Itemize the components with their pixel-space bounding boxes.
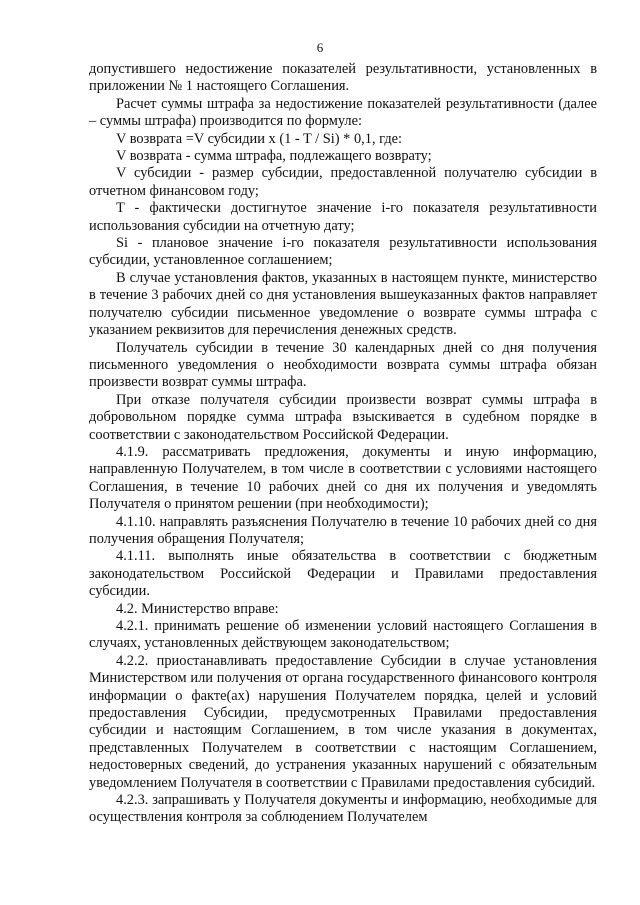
page-number: 6 bbox=[316, 40, 324, 55]
paragraph-fine-calculation: Расчет суммы штрафа за недостижение показателей результативности (далее – суммы штрафа) производится по формуле: bbox=[89, 95, 597, 130]
clause-4-1-11: 4.1.11. выполнять иные обязательства в соответствии с бюджетным законодательством Российской Федерации и Правилами предоставления субсидии. bbox=[89, 548, 597, 600]
document-body bbox=[89, 61, 597, 827]
paragraph-continuation: допустившего недостижение показателей результативности, установленных в приложении № 1 настоящего Соглашения. bbox=[89, 61, 597, 95]
paragraph-formula: V возврата =V субсидии x (1 - T / Si) * 0,1, где: bbox=[116, 130, 403, 147]
paragraph-def-v-return: V возврата - сумма штрафа, подлежащего возврату; bbox=[116, 148, 432, 165]
paragraph-facts-established: В случае установления фактов, указанных в настоящем пункте, министерство в течение 3 рабочих дней со дня установления вышеуказанных фактов направляет получателю субсидии письменное уведомление о возврате суммы штрафа с указанием реквизитов для перечисления денежных средств. bbox=[89, 269, 597, 339]
clause-4-1-10: 4.1.10. направлять разъяснения Получателю в течение 10 рабочих дней со дня получения обращения Получателя; bbox=[89, 513, 597, 547]
clause-4-2-2: 4.2.2. приостанавливать предоставление Субсидии в случае установления Министерством или получения от органа государственного финансового контроля информации о факте(ах) нарушения Получателем порядка, целей и условий предоставления Субсидии, предусмотренных Правилами предоставления субсидии и настоящим Соглашением, в том числе указания в документах, представленных Получателем в соответствии с настоящим Соглашением, недостоверных сведений, до устранения указанных нарушений с обязательным уведомлением Получателя в соответствии с Правилами предоставления субсидий. bbox=[89, 652, 597, 791]
clause-4-1-9: 4.1.9. рассматривать предложения, документы и иную информацию, направленную Получателем, в том числе в соответствии с условиями настоящего Соглашения, в течение 10 рабочих дней со дня их получения и уведомлять Получателя о принятом решении (при необходимости); bbox=[89, 443, 597, 513]
paragraph-def-v-subsidy: V субсидии - размер субсидии, предоставленной получателю субсидии в отчетном финансовом году; bbox=[89, 165, 597, 199]
paragraph-recipient-refund: Получатель субсидии в течение 30 календарных дней со дня получения письменного уведомления о необходимости возврата суммы штрафа обязан произвести возврат суммы штрафа. bbox=[89, 339, 597, 391]
paragraph-refusal: При отказе получателя субсидии произвести возврат суммы штрафа в добровольном порядке сумма штрафа взыскивается в судебном порядке в соответствии с законодательством Российской Федерации. bbox=[89, 391, 597, 443]
paragraph-def-si: Si - плановое значение i-го показателя результативности использования субсидии, установленное соглашением; bbox=[89, 235, 597, 269]
clause-4-2: 4.2. Министерство вправе: bbox=[116, 600, 279, 617]
clause-4-2-1: 4.2.1. принимать решение об изменении условий настоящего Соглашения в случаях, установленных действующем законодательством; bbox=[89, 618, 597, 652]
clause-4-2-3: 4.2.3. запрашивать у Получателя документы и информацию, необходимые для осуществления контроля за соблюдением Получателем bbox=[89, 792, 597, 826]
paragraph-def-t: T - фактически достигнутое значение i-го показателя результативности использования субсидии на отчетную дату; bbox=[89, 200, 597, 234]
